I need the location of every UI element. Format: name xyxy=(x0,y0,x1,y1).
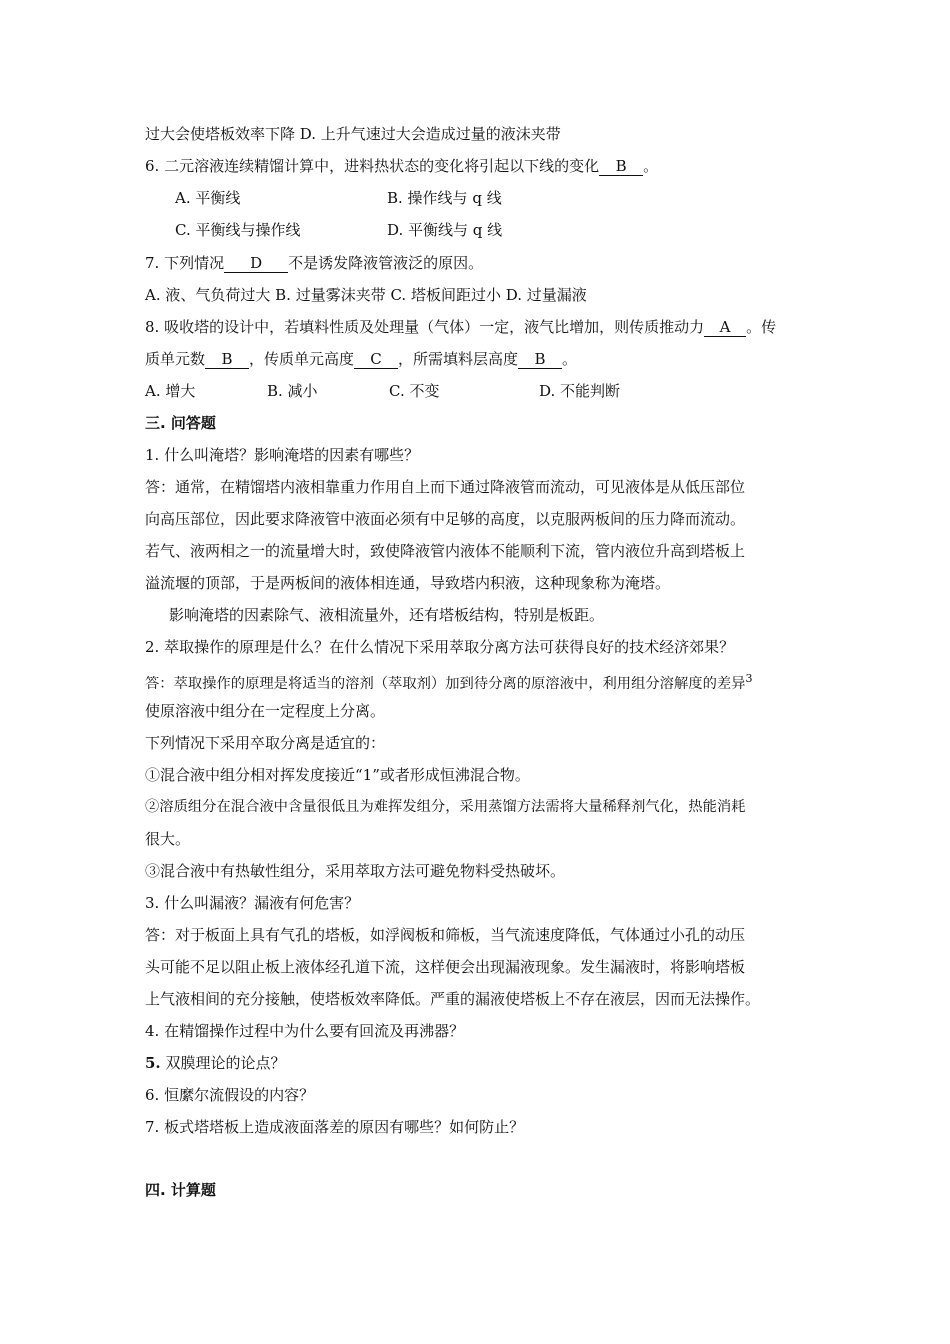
answer-line: 影响淹塔的因素除气、液相流量外，还有塔板结构，特别是板距。 xyxy=(169,606,605,624)
answer-blank: B xyxy=(518,350,562,369)
question-4: 4. 在精馏操作过程中为什么要有回流及再沸器？ xyxy=(145,1022,465,1040)
option-d: D. 平衡线与 q 线 xyxy=(387,221,503,239)
question-7 xyxy=(145,253,483,273)
question-7b: 7. 板式塔塔板上造成液面落差的原因有哪些？如何防止？ xyxy=(145,1118,525,1136)
section-heading: 四. 计算题 xyxy=(145,1181,216,1199)
answer-line: 很大。 xyxy=(145,830,191,848)
answer-line: 答：对于板面上具有气孔的塔板，如浮阀板和筛板，当气流速度降低，气体通过小孔的动压 xyxy=(145,926,746,944)
superscript: 3 xyxy=(745,672,753,685)
options-line: A. 液、气负荷过大 B. 过量雾沫夹带 C. 塔板间距过小 D. 过量漏液 xyxy=(145,286,587,304)
answer-line: 若气、液两相之一的流量增大时，致使降液管内液体不能顺利下流，管内液位升高到塔板上 xyxy=(145,542,746,560)
option-c: C. 平衡线与操作线 xyxy=(175,221,301,239)
question-3: 3. 什么叫漏液？漏液有何危害？ xyxy=(145,894,360,912)
question-text: ，传质单元高度 xyxy=(249,350,355,368)
question-text: 不是诱发降液管液泛的原因。 xyxy=(288,254,484,272)
question-5 xyxy=(145,1053,285,1073)
option-b: B. 减小 xyxy=(267,382,318,400)
option-b: B. 操作线与 q 线 xyxy=(387,189,502,207)
answer-line: 向高压部位，因此要求降液管中液面必须有中足够的高度，以克服两板间的压力降而流动。 xyxy=(145,510,746,528)
option-a: A. 平衡线 xyxy=(175,189,241,207)
answer-line: 答：通常，在精馏塔内液相靠重力作用自上而下通过降液管而流动，可见液体是从低压部位 xyxy=(145,478,746,496)
question-text: 。 xyxy=(562,350,578,368)
answer-line: 使原溶液中组分在一定程度上分离。 xyxy=(145,702,386,720)
text-line: 过大会使塔板效率下降 D. 上升气速过大会造成过量的液沫夹带 xyxy=(145,125,561,143)
answer-line: 溢流堰的顶部，于是两板间的液体相连通，导致塔内积液，这种现象称为淹塔。 xyxy=(145,574,671,592)
answer-line: 上气液相间的充分接触，使塔板效率降低。严重的漏液使塔板上不存在液层，因而无法操作。 xyxy=(145,990,761,1008)
question-8-cont xyxy=(145,349,577,369)
question-text: ，所需填料层高度 xyxy=(398,350,519,368)
answer-blank: B xyxy=(599,157,643,176)
question-8 xyxy=(145,317,776,337)
question-text: 质单元数 xyxy=(145,350,206,368)
answer-blank: B xyxy=(205,350,249,369)
answer-line: ③混合液中有热敏性组分，采用萃取方法可避免物料受热破坏。 xyxy=(145,862,566,880)
question-text: 。 xyxy=(643,157,659,175)
question-text: 8. 吸收塔的设计中，若填料性质及处理量（气体）一定，液气比增加，则传质推动力 xyxy=(145,318,705,336)
answer-blank: D xyxy=(224,254,288,273)
section-heading: 三. 问答题 xyxy=(145,414,216,432)
answer-blank: C xyxy=(354,350,398,369)
question-number: 5. xyxy=(145,1054,161,1072)
question-2: 2. 萃取操作的原理是什么？在什么情况下采用萃取分离方法可获得良好的技术经济郊果？ xyxy=(145,638,735,656)
option-c: C. 不变 xyxy=(389,382,440,400)
question-6 xyxy=(145,156,658,176)
answer-line: 头可能不足以阻止板上液体经孔道下流，这样便会出现漏液现象。发生漏液时，将影响塔板 xyxy=(145,958,746,976)
question-text: 6. 二元溶液连续精馏计算中，进料热状态的变化将引起以下线的变化 xyxy=(145,157,600,175)
question-text: 。传 xyxy=(746,318,777,336)
answer-line: 下列情况下采用卒取分离是适宜的： xyxy=(145,734,386,752)
option-d: D. 不能判断 xyxy=(539,382,621,400)
question-text: 7. 下列情况 xyxy=(145,254,225,272)
answer-text: 答：萃取操作的原理是将适当的溶剂（萃取剂）加到待分离的原溶液中，利用组分溶解度的差异 xyxy=(145,676,746,692)
option-a: A. 增大 xyxy=(145,382,196,400)
question-text: 双膜理论的论点？ xyxy=(160,1054,286,1072)
question-1: 1. 什么叫淹塔？影响淹塔的因素有哪些？ xyxy=(145,446,420,464)
answer-line: ①混合液中组分相对挥发度接近“1”或者形成恒沸混合物。 xyxy=(145,766,530,784)
answer-line: ②溶质组分在混合液中含量很低且为难挥发组分，采用蒸馏方法需将大量稀释剂气化，热能消耗 xyxy=(145,799,746,815)
answer-blank: A xyxy=(704,318,746,337)
question-6b: 6. 恒縻尔流假设的内容？ xyxy=(145,1086,315,1104)
answer-line xyxy=(145,669,752,694)
